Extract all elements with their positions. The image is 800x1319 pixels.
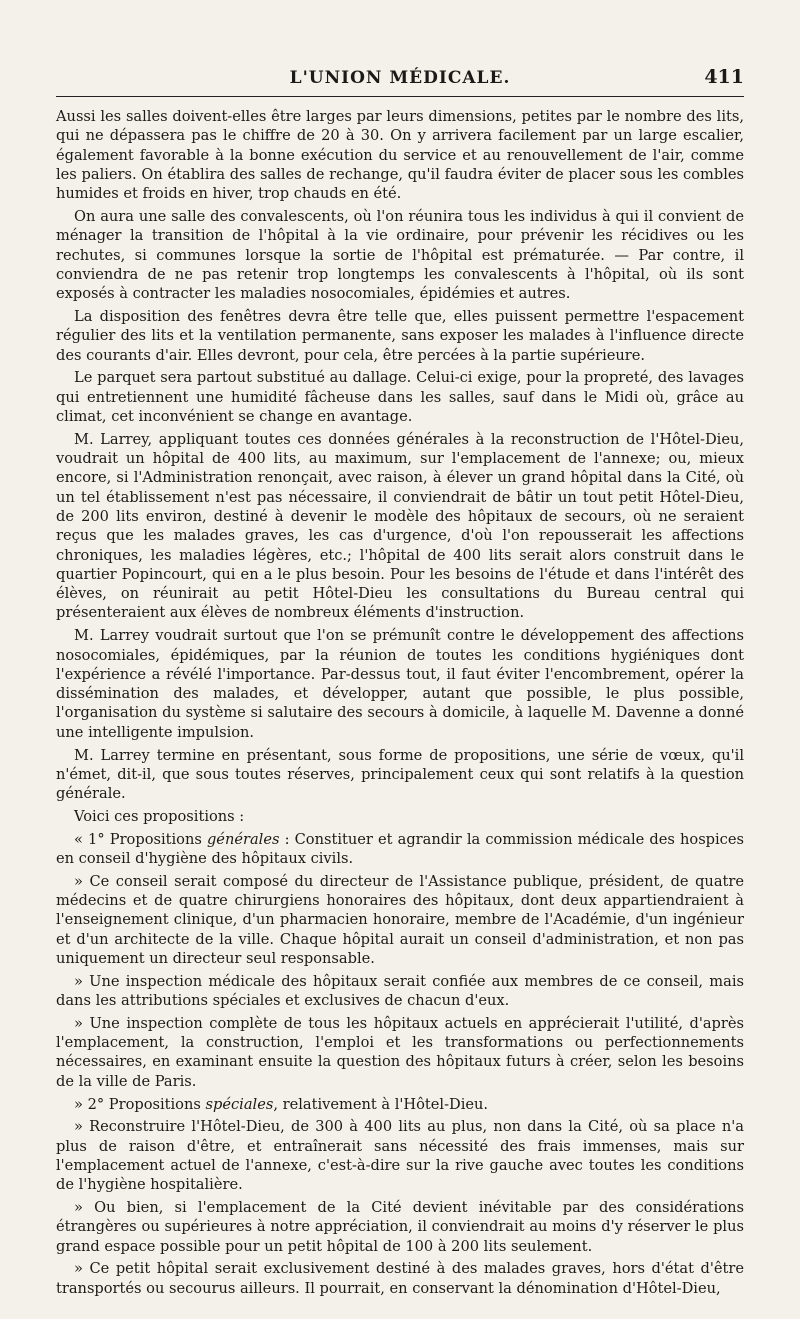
paragraph: M. Larrey, appliquant toutes ces données générales à la reconstruction de l'Hôtel-Dieu, voudrait un hôpital de 400 lits, au maximum, sur l'emplacement de l'annexe; ou, mieux encore, si l'Administration renonçait, avec raison, à élever un grand hôpital dans la Cité, où un tel établissement n'est pas nécessaire, il conviendrait de bâtir un tout petit Hôtel-Dieu, de 200 lits environ, destiné à devenir le modèle des hôpitaux de secours, où ne seraient reçus que les malades graves, les cas d'urgence, d'où l'on repousserait les affections chroniques, les maladies légères, etc.; l'hôpital de 400 lits serait alors construit dans le quartier Popincourt, qui en a le plus besoin. Pour les besoins de l'étude et dans l'intérêt des élèves, on réunirait au petit Hôtel-Dieu les consultations du Bureau central qui présenteraient aux élèves de nombreux éléments d'instruction. xyxy=(56,430,744,622)
emphasis: générales xyxy=(206,830,280,848)
emphasis: spéciales xyxy=(205,1095,274,1113)
paragraph: » Ce conseil serait composé du directeur de l'Assistance publique, président, de quatre médecins et de quatre chirurgiens honoraires des hôpitaux, dont deux appartiendraient à l'enseignement clinique, d'un pharmacien honoraire, membre de l'Académie, d'un ingénieur et d'un architecte de la ville. Chaque hôpital aurait un conseil d'administration, et non pas uniquement un directeur seul responsable. xyxy=(56,872,744,967)
paragraph: » Ou bien, si l'emplacement de la Cité devient inévitable par des considérations étrangères ou supérieures à notre appréciation, il conviendrait au moins d'y réserver le plus grand espace possible pour un petit hôpital de 100 à 200 lits seulement. xyxy=(56,1199,744,1255)
paragraph: Le parquet sera partout substitué au dallage. Celui-ci exige, pour la propreté, des lavages qui entretiennent une humidité fâcheuse dans les salles, sauf dans le Midi où, grâce au climat, cet inconvénient se change en avantage. xyxy=(56,369,744,425)
article-body xyxy=(56,107,744,1298)
paragraph: M. Larrey voudrait surtout que l'on se prémunît contre le développement des affections nosocomiales, épidémiques, par la réunion de toutes les conditions hygiéniques dont l'expérience a révélé l'importance. Par-dessus tout, il faut éviter l'encombrement, opérer la dissémination des malades, et développer, autant que possible, le plus possible, l'organisation du système si salutaire des secours à domicile, à laquelle M. Davenne a donné une intelligente impulsion. xyxy=(56,627,744,741)
running-title: L'UNION MÉDICALE. xyxy=(289,68,511,88)
paragraph: » Ce petit hôpital serait exclusivement destiné à des malades graves, hors d'état d'être transportés ou secourus ailleurs. Il pourrait, en conservant la dénomination d'Hôtel-Dieu, xyxy=(56,1260,744,1297)
page-number: 411 xyxy=(704,66,744,88)
paragraph: On aura une salle des convalescents, où l'on réunira tous les individus à qui il convient de ménager la transition de l'hôpital à la vie ordinaire, pour prévenir les récidives ou les rechutes, si communes lorsque la sortie de l'hôpital est prématurée. — Par contre, il conviendra de ne pas retenir trop longtemps les convalescents à l'hôpital, où ils sont exposés à contracter les maladies nosocomiales, épidémies et autres. xyxy=(56,207,744,303)
paragraph: La disposition des fenêtres devra être telle que, elles puissent permettre l'espacement régulier des lits et la ventilation permanente, sans exposer les malades à l'influence directe des courants d'air. Elles devront, pour cela, être percées à la partie supérieure. xyxy=(56,307,744,364)
paragraph: » Une inspection médicale des hôpitaux serait confiée aux membres de ce conseil, mais dans les attributions spéciales et exclusives de chacun d'eux. xyxy=(56,972,744,1010)
paragraph: Aussi les salles doivent-elles être larges par leurs dimensions, petites par le nombre des lits, qui ne dépassera pas le chiffre de 20 à 30. On y arrivera facilement par un large escalier, également favorable à la bonne exécution du service et au renouvellement de l'air, comme les paliers. On établira des salles de rechange, qu'il faudra éviter de placer sous les combles humides et froids en hiver, trop chauds en été. xyxy=(56,108,744,203)
paragraph: » Reconstruire l'Hôtel-Dieu, de 300 à 400 lits au plus, non dans la Cité, où sa place n'a plus de raison d'être, et entraînerait sans nécessité des frais immenses, mais sur l'emplacement actuel de l'annexe, c'est-à-dire sur la rive gauche avec toutes les conditions de l'hygiène hospitalière. xyxy=(56,1118,744,1194)
paragraph: M. Larrey termine en présentant, sous forme de propositions, une série de vœux, qu'il n'émet, dit-il, que sous toutes réserves, principalement ceux qui sont relatifs à la question générale. xyxy=(56,746,744,803)
paragraph: Voici ces propositions : xyxy=(74,807,245,825)
paragraph: « 1° Propositions générales : Constituer et agrandir la commission médicale des hospices en conseil d'hygiène des hôpitaux civils. xyxy=(56,830,744,867)
page-header xyxy=(56,62,744,97)
paragraph: » 2° Propositions spéciales, relativement à l'Hôtel-Dieu. xyxy=(74,1095,489,1113)
paragraph: » Une inspection complète de tous les hôpitaux actuels en apprécierait l'utilité, d'après l'emplacement, la construction, l'emploi et les transformations ou perfectionnements nécessaires, en examinant ensuite la question des hôpitaux futurs à créer, selon les besoins de la ville de Paris. xyxy=(56,1014,744,1090)
